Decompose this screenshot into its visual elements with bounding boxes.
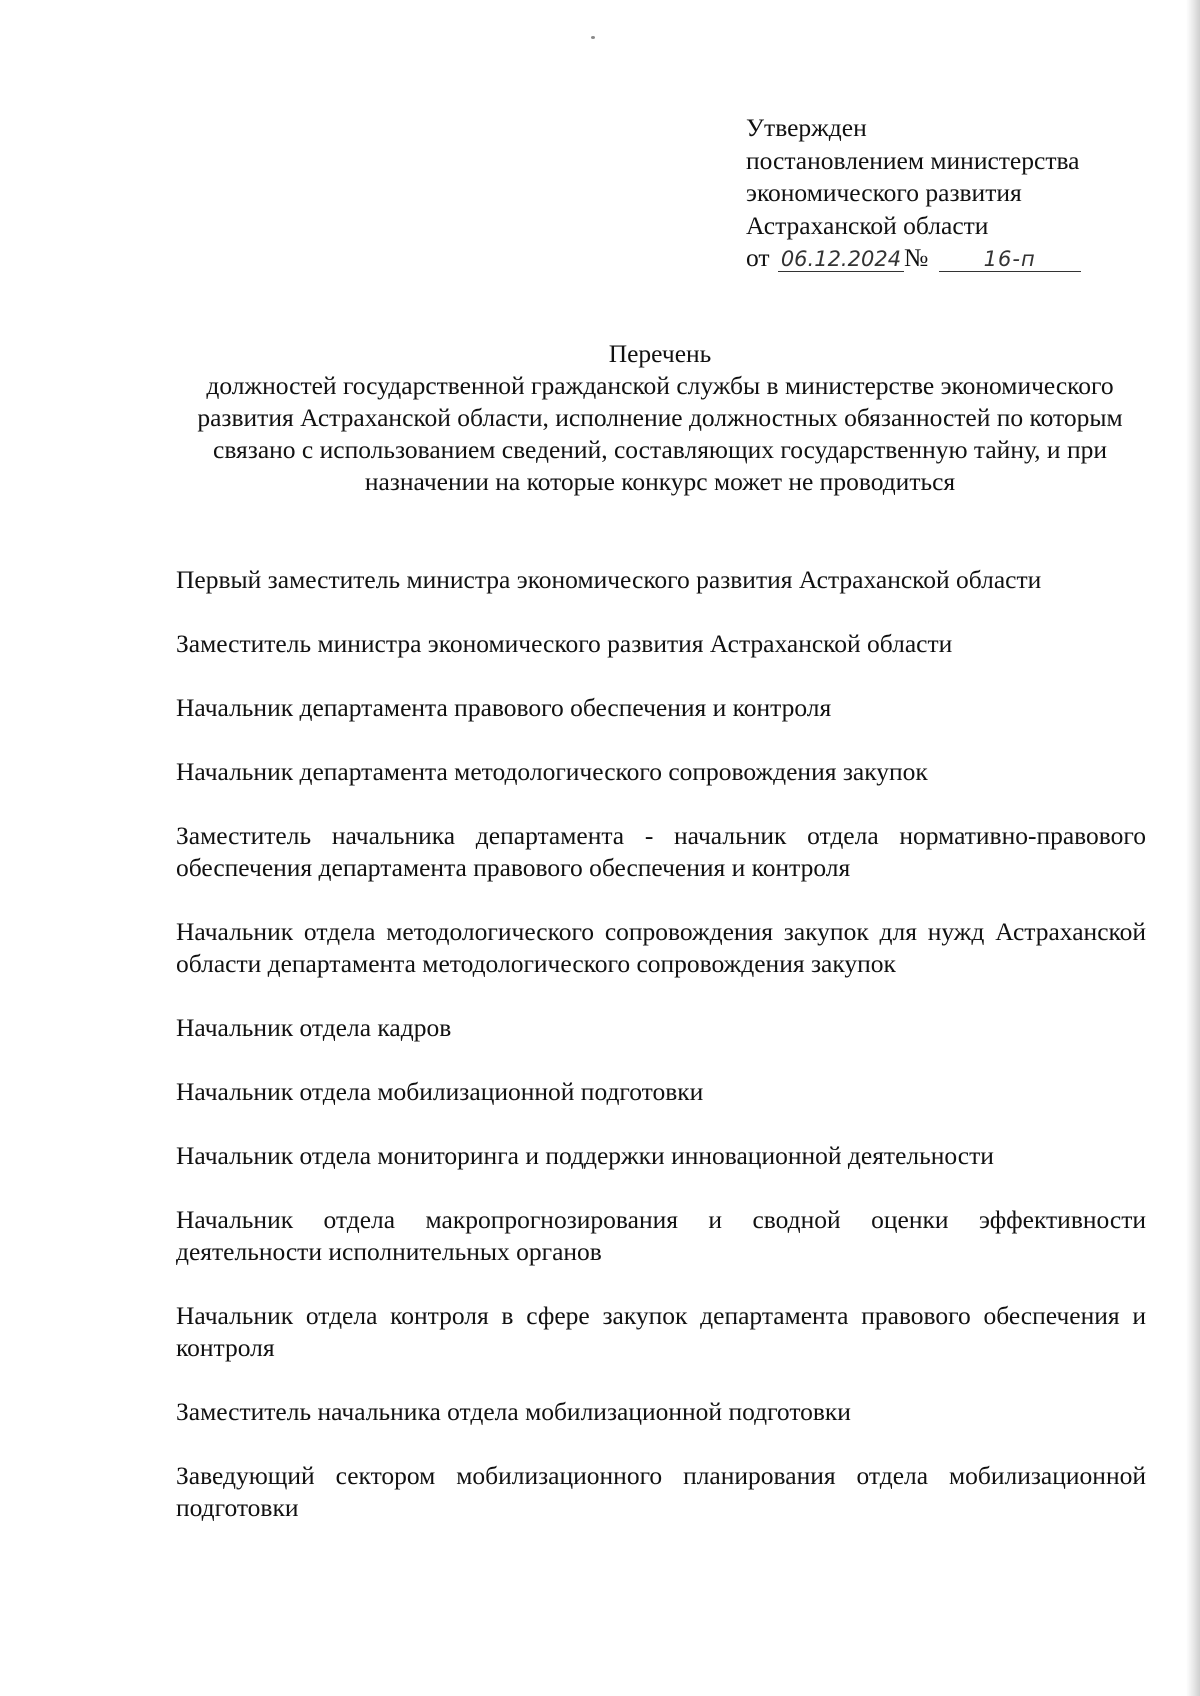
document-subtitle: должностей государственной гражданской службы в министерстве экономического развития Астраханской области, исполнение должностных обязанностей по которым связано с использованием сведений, составляющих государственную тайну, и при назначении на которые конкурс может не проводиться bbox=[197, 371, 1123, 496]
position-item: Начальник департамента правового обеспечения и контроля bbox=[176, 693, 832, 722]
position-item: Начальник отдела методологического сопровождения закупок для нужд Астраханской области департамента методологического сопровождения закупок bbox=[176, 917, 1146, 978]
position-item: Заместитель начальника отдела мобилизационной подготовки bbox=[176, 1397, 851, 1426]
position-item: Начальник отдела макропрогнозирования и сводной оценки эффективности деятельности исполнительных органов bbox=[176, 1205, 1146, 1266]
position-item: Начальник отдела кадров bbox=[176, 1013, 452, 1042]
scan-edge-shadow bbox=[1186, 0, 1200, 1696]
handwritten-date: 06.12.2024 bbox=[778, 247, 904, 272]
position-item: Первый заместитель министра экономического развития Астраханской области bbox=[176, 565, 1042, 594]
scan-speck bbox=[591, 36, 595, 39]
approval-line-3: экономического развития bbox=[746, 178, 1022, 207]
position-item: Начальник отдела мобилизационной подготовки bbox=[176, 1077, 704, 1106]
position-item: Заведующий сектором мобилизационного планирования отдела мобилизационной подготовки bbox=[176, 1461, 1146, 1522]
position-item: Заместитель начальника департамента - начальник отдела нормативно-правового обеспечения департамента правового обеспечения и контроля bbox=[176, 821, 1146, 882]
approval-line-2: постановлением министерства bbox=[746, 145, 1080, 175]
document-title-block bbox=[170, 338, 1150, 498]
document-title: Перечень bbox=[608, 339, 712, 368]
approval-block bbox=[746, 112, 1166, 275]
position-item: Начальник отдела мониторинга и поддержки инновационной деятельности bbox=[176, 1141, 994, 1170]
position-item: Заместитель министра экономического развития Астраханской области bbox=[176, 629, 953, 658]
handwritten-number: 16-п bbox=[939, 247, 1081, 272]
number-sign: № bbox=[903, 243, 929, 272]
position-item: Начальник департамента методологического сопровождения закупок bbox=[176, 757, 928, 786]
approval-line-4: Астраханской области bbox=[746, 210, 989, 240]
approval-line-1: Утвержден bbox=[746, 113, 867, 142]
position-item: Начальник отдела контроля в сфере закупок департамента правового обеспечения и контроля bbox=[176, 1301, 1146, 1362]
approval-date-line bbox=[746, 242, 1166, 275]
date-prefix: от bbox=[746, 243, 770, 272]
positions-list bbox=[176, 564, 1146, 1556]
